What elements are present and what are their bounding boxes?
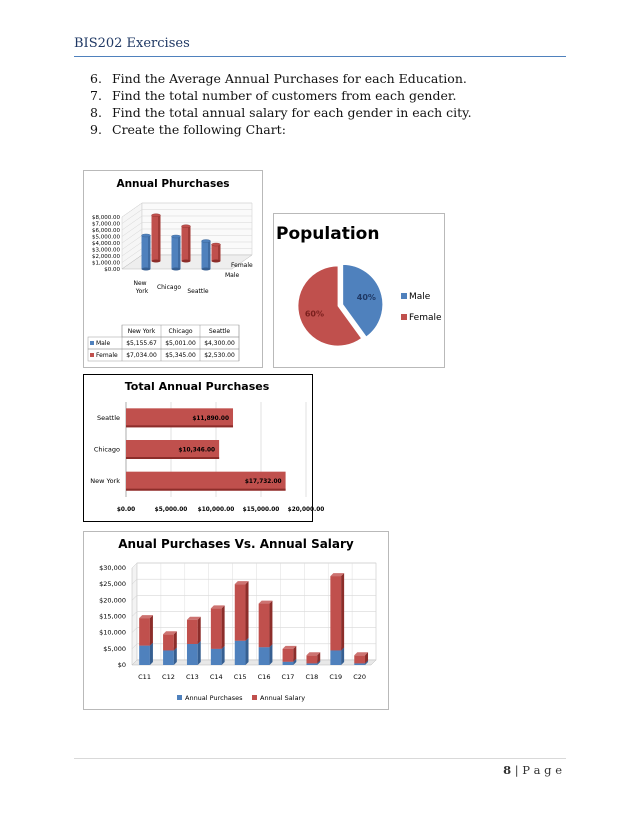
purchases-vs-salary-chart (83, 531, 389, 710)
footer-sep: | (511, 763, 523, 777)
annual-purchases-chart (83, 170, 263, 368)
chart-title: Total Annual Purchases (124, 380, 270, 393)
table-cell: $5,345.00 (165, 352, 196, 359)
bar-side (269, 601, 272, 648)
x-tick-label: Chicago (156, 284, 182, 291)
bar-side (222, 605, 225, 648)
data-bar (187, 644, 198, 665)
total-purchases-svg (84, 375, 325, 520)
bar-top (182, 225, 191, 228)
legend-label: Female (409, 313, 442, 323)
table-cell: $5,001.00 (165, 340, 196, 347)
bar-side (341, 647, 344, 665)
bar-side (269, 644, 272, 665)
data-bar (354, 663, 365, 665)
bar-shade (208, 241, 211, 269)
bar-top (152, 214, 161, 217)
data-bar (259, 604, 270, 648)
bar-side (341, 573, 344, 650)
population-chart (273, 213, 445, 368)
bar-shade (218, 245, 221, 261)
page-number: 8 (503, 763, 512, 777)
bar-top (172, 235, 181, 238)
bar-shade (126, 457, 219, 459)
table-cell: $2,530.00 (204, 352, 235, 359)
data-bar (259, 647, 270, 665)
x-tick-label: C11 (138, 673, 151, 681)
total-purchases-chart (83, 374, 325, 522)
x-tick-label: Seattle (187, 288, 209, 295)
annual-purchases-svg (84, 171, 262, 367)
item-number: 6. (90, 71, 102, 86)
pie-label: 60% (304, 309, 324, 319)
legend-swatch (90, 341, 94, 345)
x-tick-label: C12 (162, 673, 175, 681)
y-tick-label: $0.00 (104, 267, 120, 273)
bar-shade (178, 236, 181, 269)
data-bar (211, 608, 222, 648)
legend-swatch (177, 695, 182, 700)
bar-side (198, 641, 201, 665)
depth-label: Male (225, 272, 240, 279)
x-tick-label: C13 (185, 673, 199, 681)
y-tick-label: $5,000.00 (92, 234, 120, 241)
table-cell: $4,300.00 (204, 340, 235, 347)
header-title: BIS202 Exercises (74, 36, 190, 51)
bar-side (150, 615, 153, 645)
data-label: $10,346.00 (178, 447, 216, 454)
x-tick-label: $15,000.00 (242, 507, 280, 513)
x-tick-label: C19 (329, 673, 343, 681)
bar-side (174, 631, 177, 650)
bar-side (150, 643, 153, 665)
population-svg (274, 214, 444, 367)
list-item (90, 104, 472, 121)
item-number: 7. (90, 88, 102, 103)
item-number: 8. (90, 105, 102, 120)
table-header: New York (127, 328, 156, 335)
y-tick-label: $25,000 (99, 580, 126, 589)
bar-shade (158, 215, 161, 261)
data-bar (283, 649, 294, 662)
pie-label: 40% (356, 292, 376, 302)
y-tick-label: $0 (117, 661, 126, 669)
y-tick-label: $4,000.00 (92, 241, 120, 247)
purchases-vs-salary-svg (84, 532, 388, 709)
table-row-label: Female (96, 352, 118, 359)
y-tick-label: $5,000 (103, 644, 126, 653)
chart-title: Anual Purchases Vs. Annual Salary (118, 537, 354, 551)
data-bar (187, 620, 198, 644)
x-tick-label: $5,000.00 (154, 507, 188, 513)
list-item (90, 121, 472, 138)
list-item (90, 70, 472, 87)
y-tick-label: $3,000.00 (92, 247, 120, 254)
bar-side (174, 647, 177, 665)
legend-label: Annual Purchases (185, 694, 243, 702)
legend-swatch (401, 293, 407, 299)
data-bar (306, 663, 317, 665)
data-bar (235, 641, 246, 665)
bar-top (142, 234, 151, 237)
bar-base (212, 260, 221, 263)
bar-shade (126, 489, 286, 491)
data-bar (235, 584, 246, 641)
table-cell: $5,155.67 (126, 340, 157, 347)
x-tick-label: York (135, 288, 149, 295)
data-bar (306, 655, 317, 663)
data-bar (330, 650, 341, 665)
chart-title: Population (276, 224, 380, 244)
y-tick-label: New York (90, 477, 120, 486)
legend-swatch (401, 314, 407, 320)
y-tick-label: $20,000 (99, 596, 126, 605)
bar-side (198, 617, 201, 644)
x-tick-label: C14 (209, 673, 223, 681)
table-row-label: Male (96, 340, 111, 347)
bar-shade (126, 425, 233, 427)
data-label: $11,890.00 (192, 415, 230, 422)
y-tick-label: $2,000.00 (92, 254, 120, 260)
bar-base (172, 268, 181, 271)
item-text: Find the total number of customers from each gender. (112, 88, 457, 103)
x-tick-label: C16 (257, 673, 271, 681)
y-tick-label: Seattle (96, 413, 120, 422)
bar-shade (148, 235, 151, 269)
bar-base (152, 260, 161, 263)
depth-label: Female (231, 262, 253, 269)
page-footer (503, 763, 562, 777)
legend-label: Male (409, 292, 431, 302)
item-number: 9. (90, 122, 102, 137)
chart-title: Annual Phurchases (116, 178, 230, 190)
x-tick-label: $10,000.00 (197, 507, 235, 513)
data-bar (283, 662, 294, 665)
item-text: Find the total annual salary for each gender in each city. (112, 105, 472, 120)
data-bar (211, 649, 222, 665)
bar-side (246, 638, 249, 665)
data-label: $17,732.00 (244, 479, 282, 486)
y-tick-label: Chicago (93, 445, 120, 454)
x-tick-label: $20,000.00 (287, 507, 325, 513)
header-rule (74, 56, 566, 57)
data-bar (139, 618, 150, 645)
y-tick-label: $15,000 (99, 612, 126, 621)
bar-side (246, 581, 249, 641)
y-tick-label: $8,000.00 (92, 215, 120, 221)
legend-swatch (252, 695, 257, 700)
item-text: Find the Average Annual Purchases for each Education. (112, 71, 467, 86)
data-bar (354, 655, 365, 663)
x-tick-label: C15 (233, 673, 247, 681)
y-tick-label: $6,000.00 (92, 228, 120, 234)
x-tick-label: C20 (353, 673, 367, 681)
item-text: Create the following Chart: (112, 122, 286, 137)
y-tick-label: $10,000 (99, 628, 126, 637)
data-bar (163, 634, 174, 650)
legend-swatch (90, 353, 94, 357)
y-tick-label: $7,000.00 (92, 221, 120, 228)
x-tick-label: $0.00 (116, 507, 136, 513)
x-tick-label: C18 (305, 673, 319, 681)
bar-top (202, 240, 211, 243)
y-tick-label: $30,000 (99, 564, 126, 572)
x-tick-label: C17 (281, 673, 295, 681)
table-cell: $7,034.00 (126, 352, 157, 359)
data-bar (330, 576, 341, 650)
exercise-list (90, 70, 472, 138)
bar-base (202, 268, 211, 271)
table-header: Seattle (208, 328, 231, 335)
list-item (90, 87, 472, 104)
y-tick-label: $1,000.00 (92, 260, 120, 267)
bar-shade (188, 226, 191, 261)
x-tick-label: New (133, 280, 147, 287)
bar-top (212, 243, 221, 246)
bar-base (142, 268, 151, 271)
bar-base (182, 260, 191, 263)
data-bar (163, 650, 174, 665)
bar-side (222, 646, 225, 665)
footer-label: P a g e (522, 763, 562, 777)
legend-label: Annual Salary (260, 694, 306, 702)
data-bar (139, 646, 150, 665)
footer-rule (74, 758, 566, 759)
table-header: Chicago (168, 328, 193, 335)
